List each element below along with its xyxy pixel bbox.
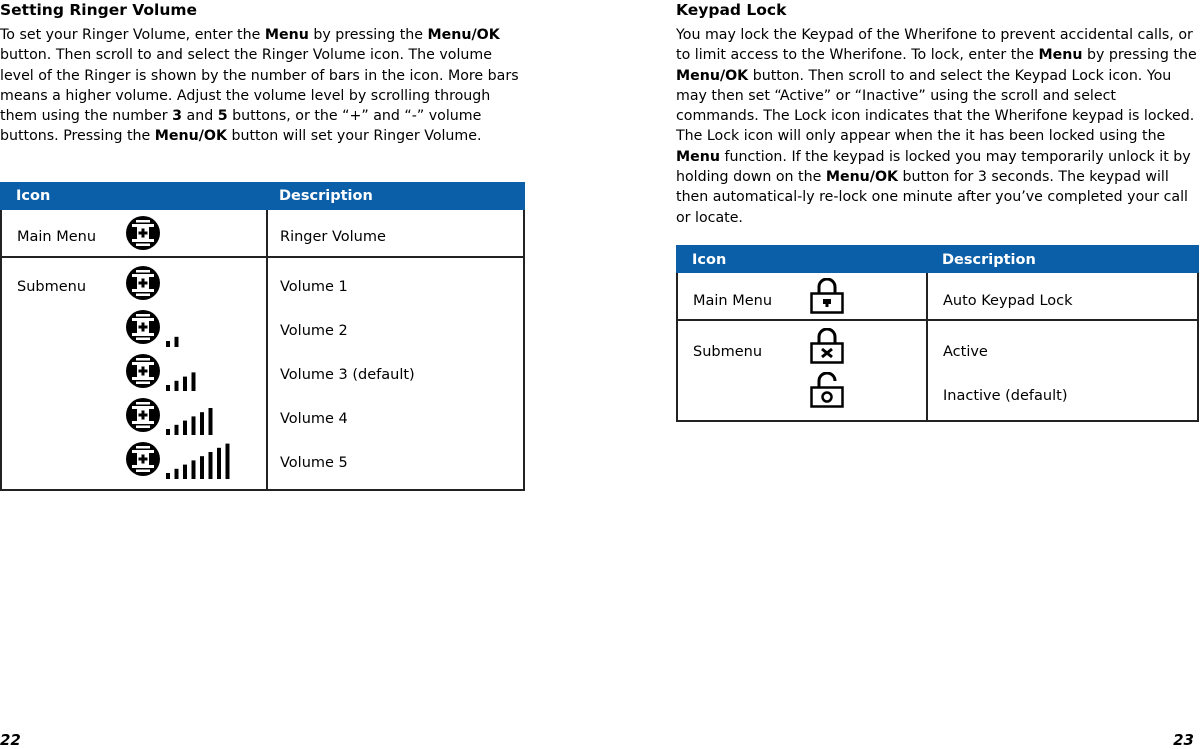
bold-term: Menu	[264, 27, 309, 43]
ringer-volume-table	[0, 182, 525, 491]
volume-bar	[183, 377, 187, 391]
text-run: function. If the keypad is locked you may temporarily unlock it by holding down on the	[676, 148, 1191, 186]
submenu-label: Submenu	[693, 344, 763, 360]
ringer-icon	[124, 214, 162, 254]
keypad-lock-table	[676, 245, 1199, 422]
volume-bar	[175, 381, 179, 391]
bold-term: 5	[217, 108, 228, 125]
header-icon: Icon	[16, 188, 51, 204]
text-run: by pressing the	[1082, 47, 1197, 64]
lock-inactive-icon	[810, 372, 844, 408]
table-row-main	[676, 273, 1199, 321]
volume-bar	[226, 444, 230, 479]
submenu-desc-volume-4: Volume 4	[280, 411, 348, 427]
ringer-volume-2-icon	[124, 308, 179, 348]
text-run: button for 3 seconds. The keypad will then automatical-ly re-lock one minute after you’ve completed your call or locate.	[676, 169, 1188, 226]
submenu-desc-volume-5: Volume 5	[280, 455, 348, 471]
bold-term: Menu/OK	[676, 67, 749, 84]
ringer-volume-5-icon	[124, 440, 230, 480]
table-row-main	[0, 210, 525, 258]
header-icon: Icon	[692, 252, 727, 268]
volume-bar	[217, 448, 221, 479]
submenu-label: Submenu	[17, 279, 87, 295]
volume-bar	[192, 372, 196, 391]
volume-bar	[166, 385, 170, 391]
volume-bar	[209, 408, 213, 435]
bold-term: 3	[172, 108, 182, 125]
table-row-submenu	[676, 321, 1199, 422]
left-page: Setting Ringer Volume To set your Ringer Volume, enter the Menu by pressing the Menu/OK button. Then scroll to and select the Ringer Volume icon. The volume level of the Ringer is shown by the number of bars in the icon. More bars means a higher volume. Adjust the volume level by scrolling through them using the number 3 and 5 buttons, or the “+” and “-” volume buttons. Pressing the Menu/OK button will set your Ringer Volume. Icon Description Main Menu Ringer Volume Submenu Volume 1 Volume 2 Volume 3 (default) Volume 4 Volume 5 22	[0, 0, 525, 147]
keypad-lock-paragraph	[676, 25, 1200, 228]
bold-term: Menu/OK	[825, 169, 899, 186]
text-run: buttons, or the “+” and “-” volume buttons. Pressing the	[0, 108, 482, 145]
volume-bar	[209, 452, 213, 479]
lock-active-icon	[810, 328, 844, 364]
right-page: Keypad Lock You may lock the Keypad of the Wherifone to prevent accidental calls, or to limit access to the Wherifone. To lock, enter the Menu by pressing the Menu/OK button. Then scroll to and select the Keypad Lock icon. You may then set “Active” or “Inactive” using the scroll and select commands. The Lock icon indicates that the Wherifone keypad is locked. The Lock icon will only appear when the it has been locked using the Menu function. If the keypad is locked you may temporarily unlock it by holding down on the Menu/OK button for 3 seconds. The keypad will then automatical-ly re-lock one minute after you’ve completed your call or locate. Icon Description Main Menu Auto Keypad Lock Submenu Active Inactive (default) 23	[676, 0, 1200, 228]
volume-bar	[175, 425, 179, 435]
section-heading-keypad-lock: Keypad Lock	[676, 1, 787, 19]
ringer-volume-3-icon	[124, 352, 196, 392]
text-run: button will set your Ringer Volume.	[226, 128, 482, 145]
lock-icon	[810, 278, 844, 314]
main-menu-label: Main Menu	[17, 229, 97, 245]
volume-bar	[192, 416, 196, 435]
volume-bar	[166, 429, 170, 435]
text-run: button. Then scroll to and select the Keypad Lock icon. You may then set “Active” or “Inactive” using the scroll and select commands. The Lock icon indicates that the Wherifone keypad is locked. The Lock icon will only appear when the it has been locked using the	[676, 67, 1195, 145]
submenu-desc-volume-2: Volume 2	[280, 323, 348, 339]
submenu-desc-active: Active	[943, 344, 988, 360]
header-description: Description	[279, 188, 373, 204]
volume-bar	[183, 465, 187, 479]
volume-bar	[200, 456, 204, 479]
text-run: button. Then scroll to and select the Ringer Volume icon. The volume level of the Ringer is shown by the number of bars in the icon. More bars means a higher volume. Adjust the volume level by scrolling through them using the number	[0, 47, 519, 125]
header-description: Description	[942, 252, 1036, 268]
main-menu-label: Main Menu	[693, 293, 773, 309]
bold-term: Menu	[1038, 47, 1083, 64]
bold-term: Menu	[676, 148, 720, 165]
ringer-volume-1-icon	[124, 264, 162, 304]
volume-bar	[183, 421, 187, 435]
text-run: by pressing the	[308, 27, 428, 43]
submenu-desc-volume-1: Volume 1	[280, 279, 348, 295]
volume-bar	[166, 473, 170, 479]
volume-bar	[175, 337, 179, 347]
section-heading-ringer-volume: Setting Ringer Volume	[0, 1, 198, 19]
volume-bar	[175, 469, 179, 479]
bold-term: Menu/OK	[427, 27, 500, 43]
text-run: To set your Ringer Volume, enter the	[0, 27, 265, 43]
volume-bar	[192, 460, 196, 479]
table-row-submenu	[0, 258, 525, 491]
bold-term: Menu/OK	[154, 128, 227, 145]
text-run: You may lock the Keypad of the Wherifone to prevent accidental calls, or to limit access to the Wherifone. To lock, enter the	[676, 27, 1193, 64]
table-header	[0, 182, 525, 210]
ringer-volume-paragraph	[0, 25, 520, 147]
volume-bar	[200, 412, 204, 435]
main-description: Ringer Volume	[280, 229, 386, 245]
main-description: Auto Keypad Lock	[943, 293, 1073, 309]
submenu-desc-inactive: Inactive (default)	[943, 388, 1068, 404]
volume-bar	[166, 341, 170, 347]
table-header	[676, 245, 1199, 273]
text-run: and	[182, 108, 218, 125]
submenu-desc-volume-3: Volume 3 (default)	[280, 367, 415, 383]
ringer-volume-4-icon	[124, 396, 213, 436]
